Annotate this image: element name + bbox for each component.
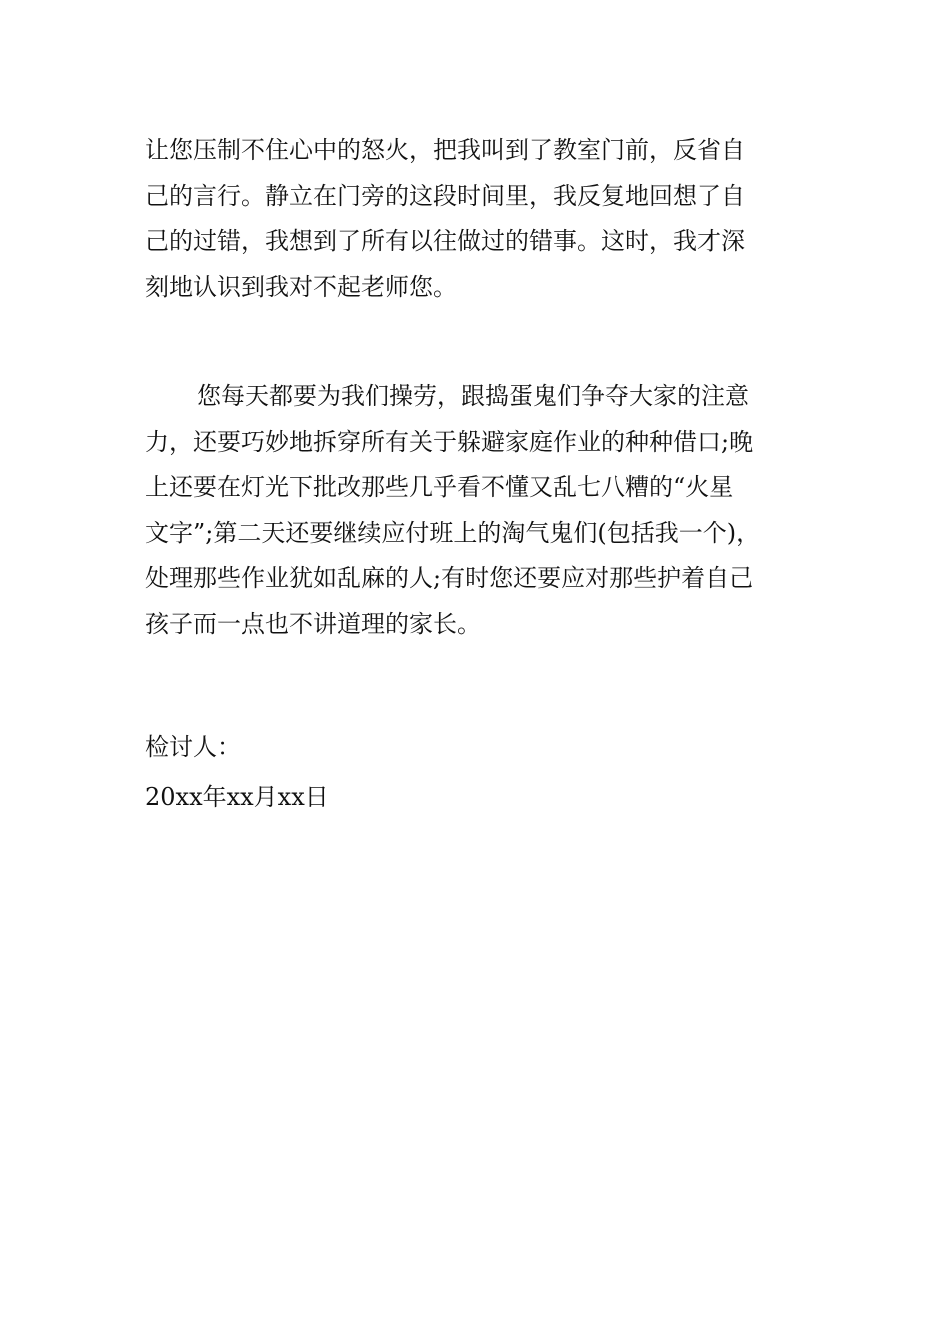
text-line: 孩子而一点也不讲道理的家长。 [145,609,481,638]
text-line: 力，还要巧妙地拆穿所有关于躲避家庭作业的种种借口;晚 [145,427,754,456]
text-line: 处理那些作业犹如乱麻的人;有时您还要应对那些护着自己 [145,564,754,592]
text-line: 刻地认识到我对不起老师您。 [145,272,457,301]
text-line-indented [145,374,810,420]
text-line: 文字”;第二天还要继续应付班上的淘气鬼们(包括我一个)， [145,518,761,547]
text-line: 己的言行。静立在门旁的这段时间里，我反复地回想了自 [145,181,745,210]
text-line: 让您压制不住心中的怒火，把我叫到了教室门前，反省自 [145,136,745,164]
text-line-content: 您每天都要为我们操劳，跟捣蛋鬼们争夺大家的注意 [197,382,749,410]
signature-date: 20xx年xx月xx日 [145,783,329,811]
paragraph-2 [145,374,810,647]
paragraph-1 [145,128,810,310]
signer-label: 检讨人： [145,733,241,761]
text-line: 上还要在灯光下批改那些几乎看不懂又乱七八糟的“火星 [145,473,734,501]
text-line: 己的过错，我想到了所有以往做过的错事。这时，我才深 [145,227,745,255]
